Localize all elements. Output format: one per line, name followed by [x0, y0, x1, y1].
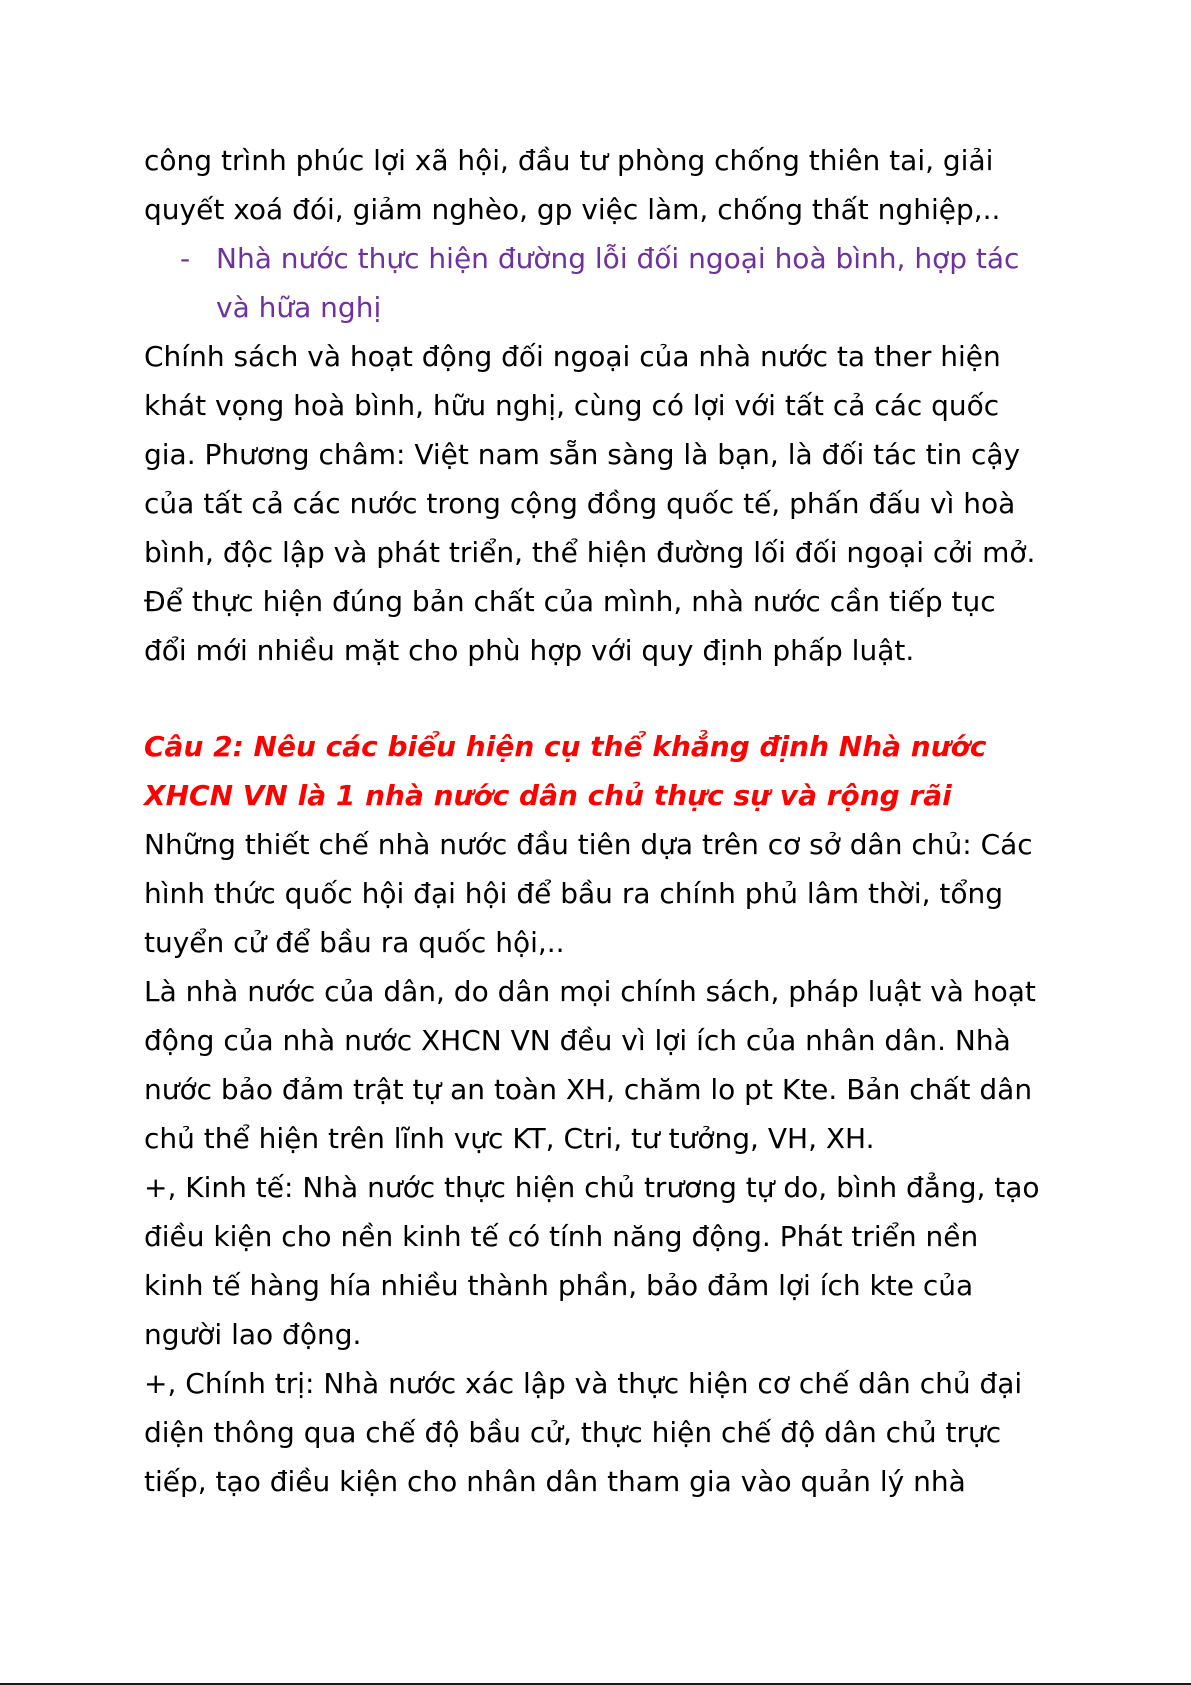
text-line: diện thông qua chế độ bầu cử, thực hiện chế độ dân chủ trực [144, 1416, 1002, 1449]
text-line: +, Kinh tế: Nhà nước thực hiện chủ trương tự do, bình đẳng, tạo [144, 1171, 1040, 1204]
text-line: động của nhà nước XHCN VN đều vì lợi ích của nhân dân. Nhà [144, 1024, 1011, 1057]
bullet-text-line: và hữa nghị [216, 291, 382, 324]
paragraph-spacer [144, 675, 1064, 722]
heading-line: XHCN VN là 1 nhà nước dân chủ thực sự và rộng rãi [144, 779, 952, 812]
paragraph-welfare [144, 136, 1064, 234]
paragraph-economy [144, 1163, 1064, 1359]
text-line: Những thiết chế nhà nước đầu tiên dựa trên cơ sở dân chủ: Các [144, 828, 1033, 861]
text-line: hình thức quốc hội đại hội để bầu ra chính phủ lâm thời, tổng [144, 877, 1004, 910]
text-line: Chính sách và hoạt động đối ngoại của nhà nước ta ther hiện [144, 340, 1001, 373]
paragraph-foreign-policy [144, 332, 1064, 675]
text-line: điều kiện cho nền kinh tế có tính năng động. Phát triển nền [144, 1220, 979, 1253]
bullet-item-foreign-policy [144, 234, 1064, 332]
bullet-dash: - [180, 242, 191, 275]
heading-line: Câu 2: Nêu các biểu hiện cụ thể khẳng định Nhà nước [144, 730, 987, 763]
bullet-text-line: Nhà nước thực hiện đường lỗi đối ngoại hoà bình, hợp tác [216, 242, 1020, 275]
text-line: khát vọng hoà bình, hữu nghị, cùng có lợi với tất cả các quốc [144, 389, 1000, 422]
text-line: +, Chính trị: Nhà nước xác lập và thực hiện cơ chế dân chủ đại [144, 1367, 1023, 1400]
question-heading [144, 722, 1064, 820]
text-line: người lao động. [144, 1318, 362, 1351]
text-line: công trình phúc lợi xã hội, đầu tư phòng chống thiên tai, giải [144, 144, 994, 177]
text-line: bình, độc lập và phát triển, thể hiện đường lối đối ngoại cởi mở. [144, 536, 1036, 569]
text-line: quyết xoá đói, giảm nghèo, gp việc làm, chống thất nghiệp,.. [144, 193, 1001, 226]
text-line: Để thực hiện đúng bản chất của mình, nhà nước cần tiếp tục [144, 585, 996, 618]
paragraph-state-of-people [144, 967, 1064, 1163]
document-body [144, 136, 1064, 1506]
text-line: đổi mới nhiều mặt cho phù hợp với quy định phấp luật. [144, 634, 915, 667]
text-line: chủ thể hiện trên lĩnh vực KT, Ctri, tư tưởng, VH, XH. [144, 1122, 875, 1155]
text-line: tiếp, tạo điều kiện cho nhân dân tham gia vào quản lý nhà [144, 1465, 966, 1498]
text-line: nước bảo đảm trật tự an toàn XH, chăm lo pt Kte. Bản chất dân [144, 1073, 1033, 1106]
paragraph-institutions [144, 820, 1064, 967]
text-line: gia. Phương châm: Việt nam sẵn sàng là bạn, là đối tác tin cậy [144, 438, 1021, 471]
text-line: Là nhà nước của dân, do dân mọi chính sách, pháp luật và hoạt [144, 975, 1036, 1008]
text-line: kinh tế hàng hía nhiều thành phần, bảo đảm lợi ích kte của [144, 1269, 974, 1302]
paragraph-politics [144, 1359, 1064, 1506]
text-line: của tất cả các nước trong cộng đồng quốc tế, phấn đấu vì hoà [144, 487, 1016, 520]
text-line: tuyển cử để bầu ra quốc hội,.. [144, 926, 565, 959]
